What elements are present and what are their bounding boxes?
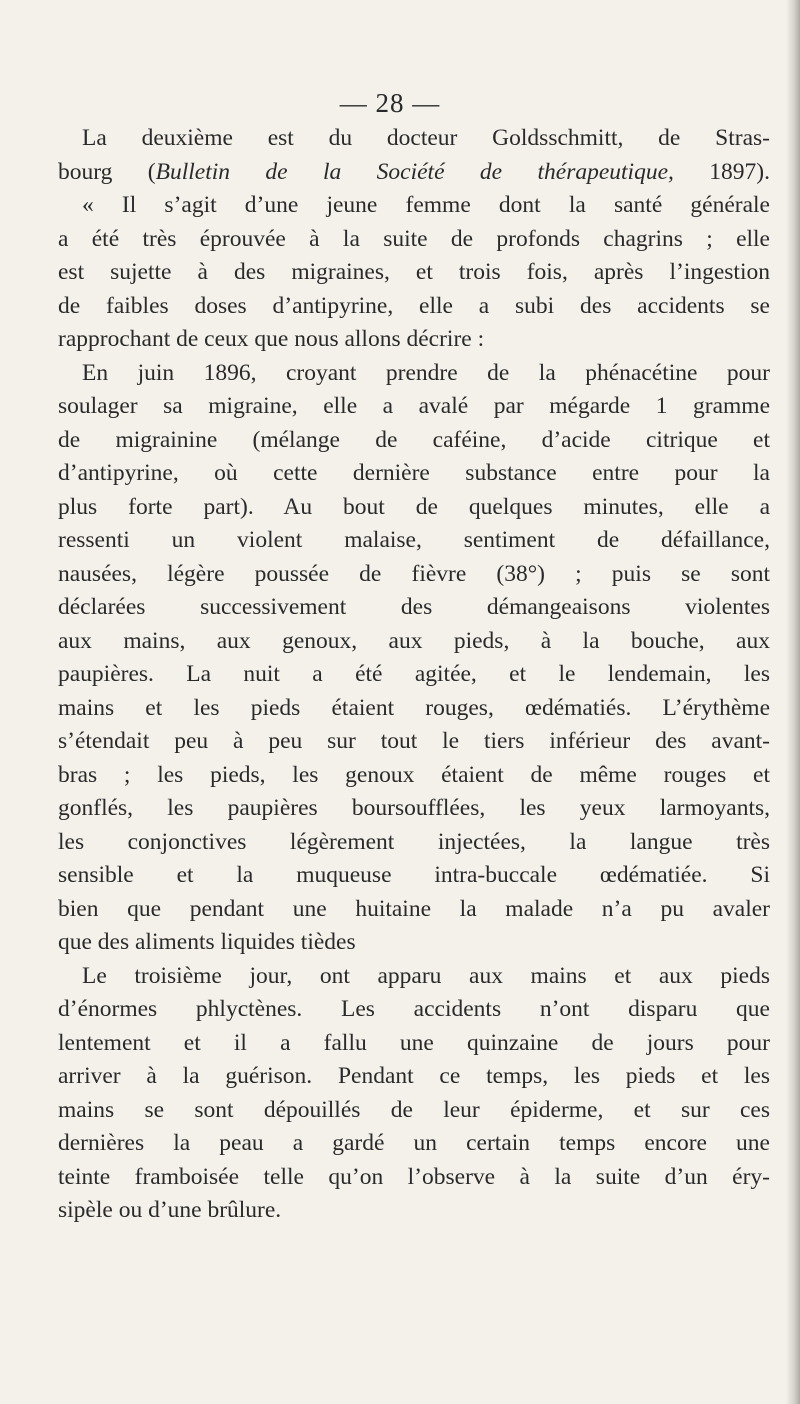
text-line: a été très éprouvée à la suite de profonds chagrins ; elle [58,225,770,252]
text-line: aux mains, aux genoux, aux pieds, à la bouche, aux [58,627,770,654]
text-line: de faibles doses d’antipyrine, elle a subi des accidents se [58,292,770,319]
text-line: de migrainine (mélange de caféine, d’acide citrique et [58,426,770,453]
text-line: Le troisième jour, ont apparu aux mains et aux pieds [82,962,770,989]
text-line: d’antipyrine, où cette dernière substance entre pour la [58,460,770,486]
text-line: s’étendait peu à peu sur tout le tiers inférieur des avant- [58,728,770,754]
text-line: lentement et il a fallu une quinzaine de jours pour [58,1029,770,1056]
text-line: que des aliments liquides tièdes [58,929,356,955]
text-line: est sujette à des migraines, et trois fois, après l’ingestion [58,259,770,285]
text-line: bien que pendant une huitaine la malade n’a pu avaler [58,895,770,922]
text-line: bras ; les pieds, les genoux étaient de même rouges et [58,761,770,788]
text-segment: bourg ( [58,158,156,185]
text-line: nausées, légère poussée de fièvre (38°) ; puis se sont [58,560,770,587]
text-line: plus forte part). Au bout de quelques minutes, elle a [58,493,770,520]
text-line: sensible et la muqueuse intra-buccale œdématiée. Si [58,862,770,888]
text-line: mains se sont dépouillés de leur épiderme, et sur ces [58,1096,770,1123]
body-text [58,122,770,1228]
text-line [58,156,770,190]
text-line: d’énormes phlyctènes. Les accidents n’ont disparu que [58,996,770,1022]
page-edge-shadow [786,0,800,1404]
text-line: arriver à la guérison. Pendant ce temps, les pieds et les [58,1063,770,1089]
text-line: La deuxième est du docteur Goldsschmitt, de Stras- [82,125,770,151]
text-line: déclarées successivement des démangeaisons violentes [58,594,770,620]
text-line: En juin 1896, croyant prendre de la phénacétine pour [82,359,770,386]
text-line: gonflés, les paupières boursoufflées, les yeux larmoyants, [58,795,770,821]
journal-title: Bulletin de la Société de thérapeutique, [155,158,674,185]
text-line: dernières la peau a gardé un certain temps encore une [58,1130,770,1156]
text-line: soulager sa migraine, elle a avalé par mégarde 1 gramme [58,393,770,419]
page-number: — 28 — [339,88,441,118]
text-segment: 1897). [673,158,770,185]
text-line: les conjonctives légèrement injectées, la langue très [58,828,770,855]
text-line: rapprochant de ceux que nous allons décrire : [58,326,485,352]
text-line: teinte framboisée telle qu’on l’observe à la suite d’un éry- [58,1163,770,1190]
text-line: sipèle ou d’une brûlure. [58,1197,282,1223]
text-line: ressenti un violent malaise, sentiment de défaillance, [58,527,770,553]
text-line: « Il s’agit d’une jeune femme dont la santé générale [82,192,770,218]
text-line: paupières. La nuit a été agitée, et le lendemain, les [58,661,770,687]
text-line: mains et les pieds étaient rouges, œdématiés. L’érythème [58,694,770,721]
